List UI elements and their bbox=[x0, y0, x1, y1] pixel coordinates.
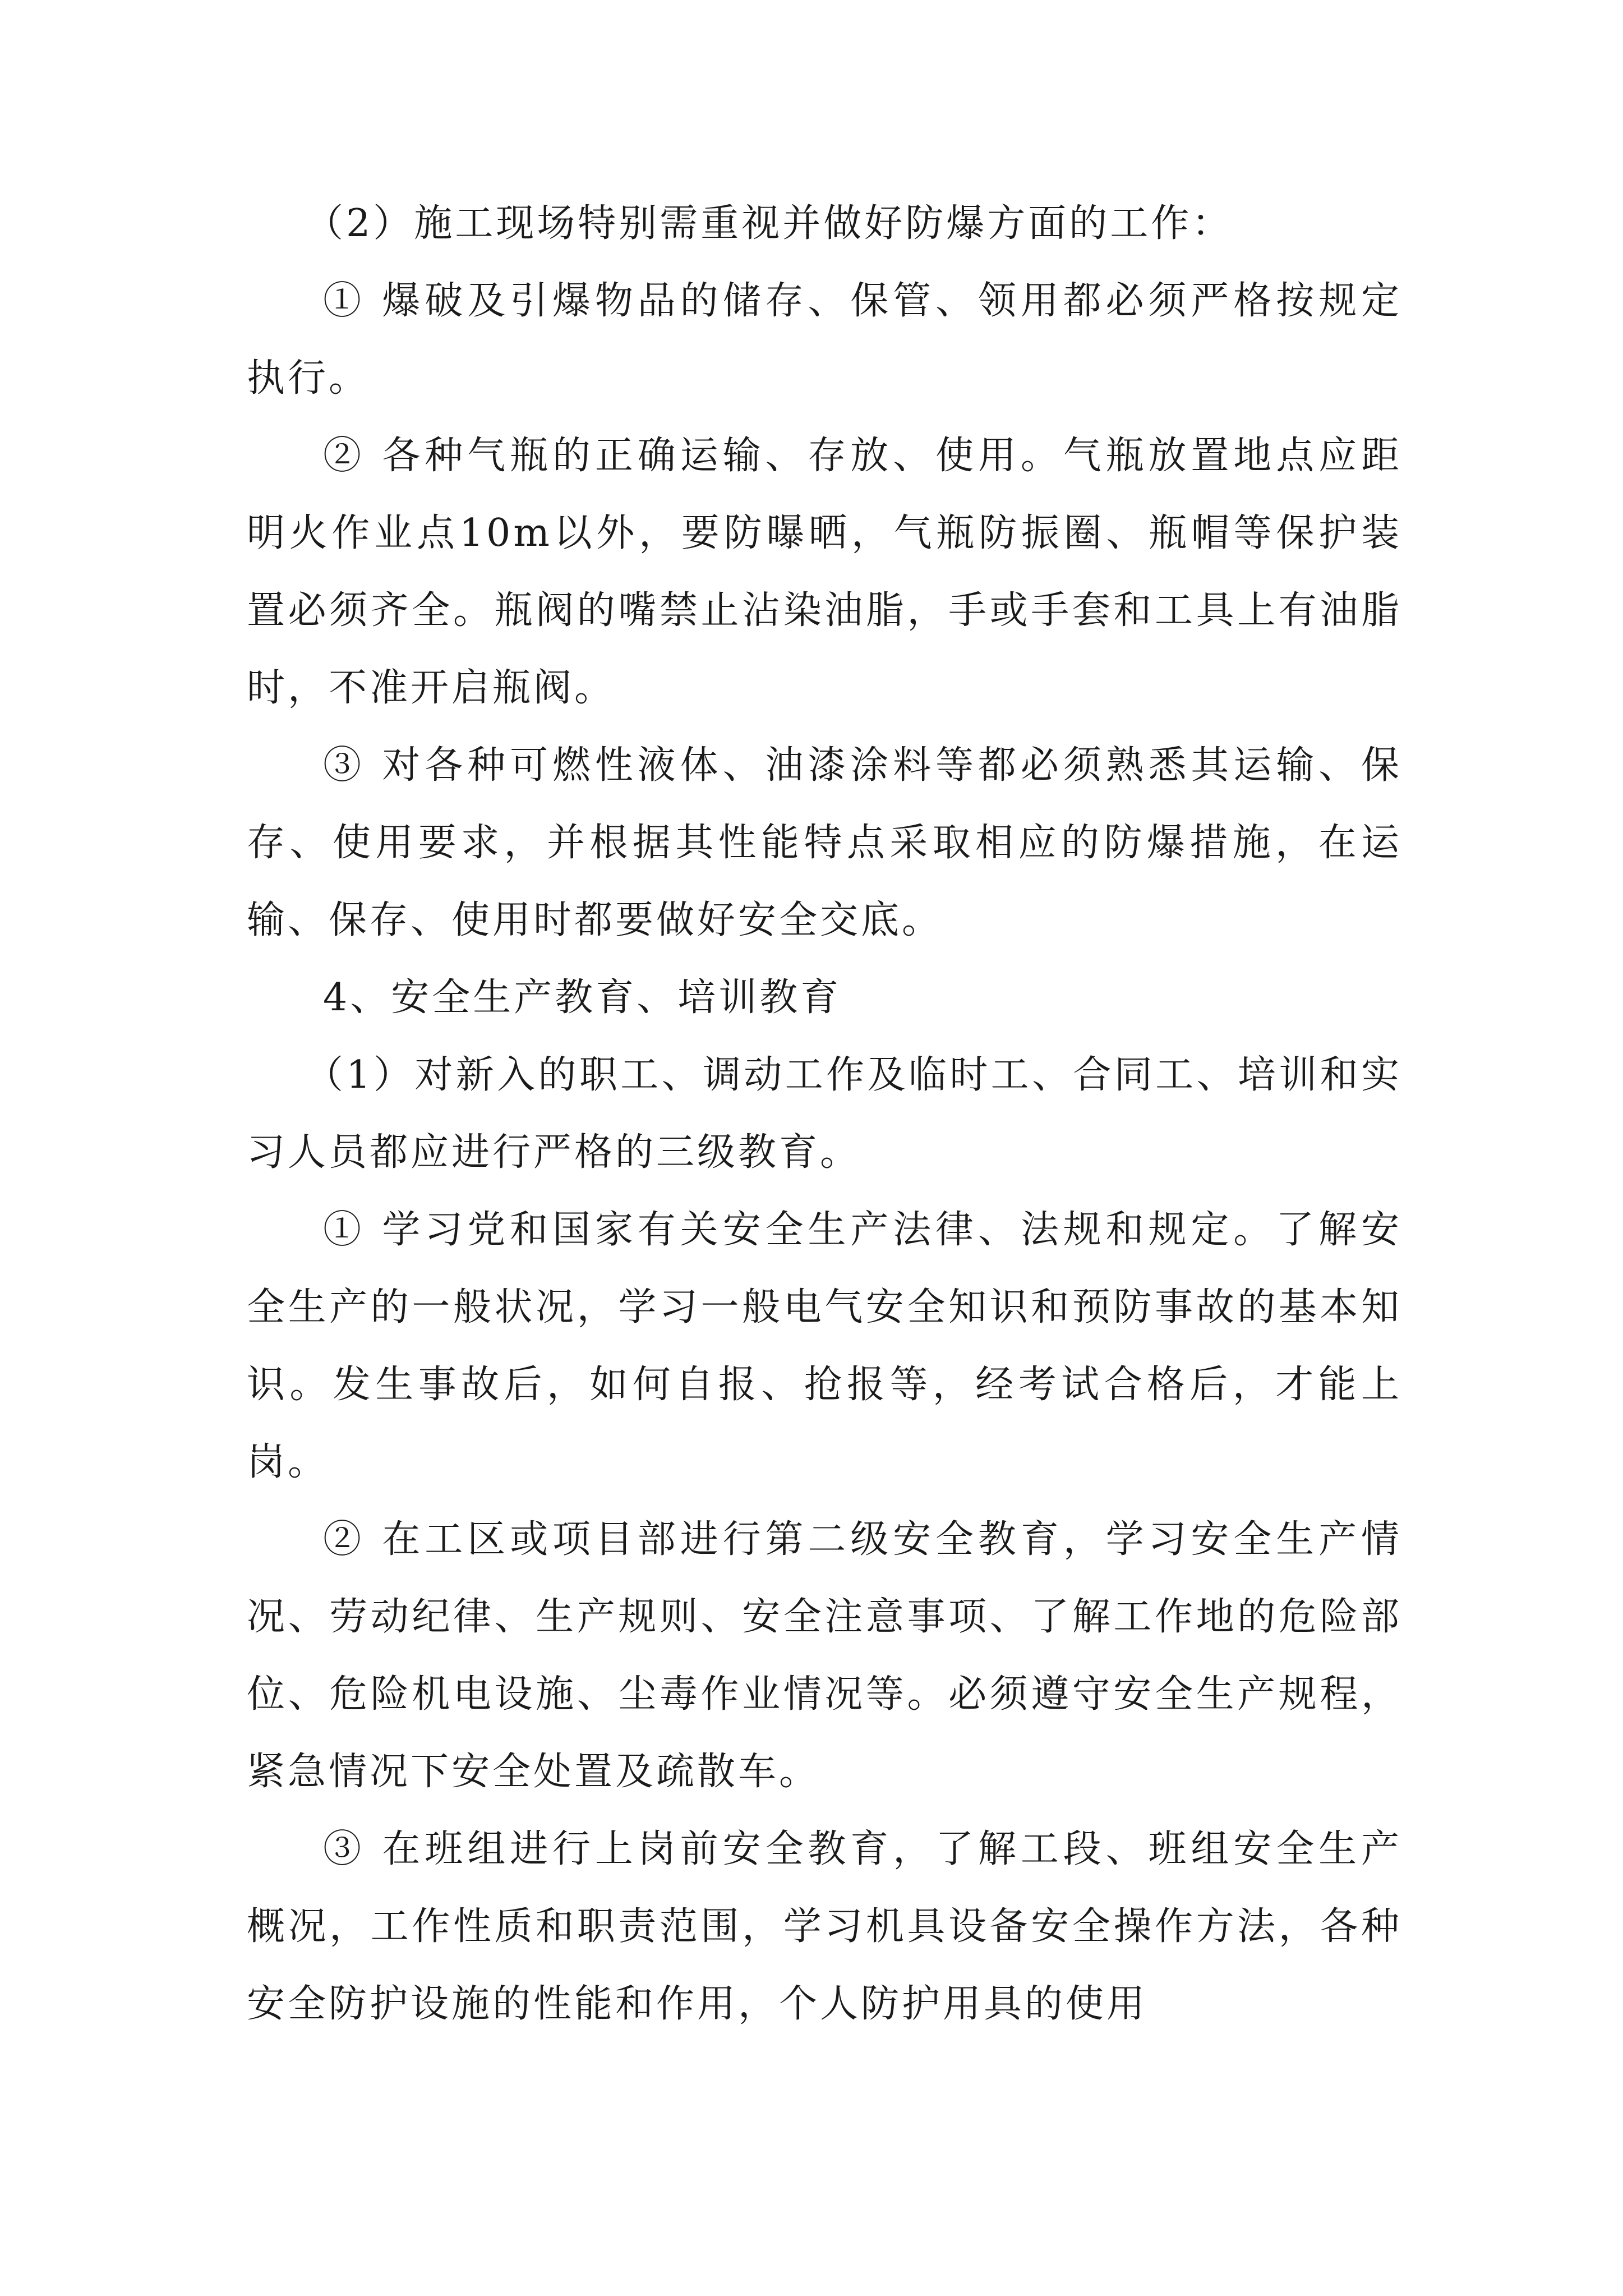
paragraph-flammable-liquids: ③ 对各种可燃性液体、油漆涂料等都必须熟悉其运输、保存、使用要求，并根据其性能特点采取相应的防爆措施，在运输、保存、使用时都要做好安全交底。 bbox=[247, 743, 1402, 942]
paragraph-three-level-education: （1）对新入的职工、调动工作及临时工、合同工、培训和实习人员都应进行严格的三级教育。 bbox=[247, 1053, 1402, 1175]
paragraph-third-level-education: ③ 在班组进行上岗前安全教育，了解工段、班组安全生产概况，工作性质和职责范围，学习机具设备安全操作方法，各种安全防护设施的性能和作用，个人防护用具的使用 bbox=[247, 1827, 1402, 2026]
paragraph-gas-cylinders: ② 各种气瓶的正确运输、存放、使用。气瓶放置地点应距明火作业点10m以外，要防曝晒，气瓶防振圈、瓶帽等保护装置必须齐全。瓶阀的嘴禁止沾染油脂，手或手套和工具上有油脂时，不准开启瓶阀。 bbox=[247, 434, 1402, 710]
paragraph-explosives-storage: ① 爆破及引爆物品的储存、保管、领用都必须严格按规定执行。 bbox=[247, 279, 1402, 401]
section-heading-safety-education: 4、安全生产教育、培训教育 bbox=[323, 976, 842, 1020]
paragraph-explosion-prevention-heading: （2）施工现场特别需重视并做好防爆方面的工作： bbox=[305, 201, 1233, 246]
paragraph-first-level-education: ① 学习党和国家有关安全生产法律、法规和规定。了解安全生产的一般状况，学习一般电气安全知识和预防事故的基本知识。发生事故后，如何自报、抢报等，经考试合格后，才能上岗。 bbox=[247, 1208, 1402, 1484]
paragraph-second-level-education: ② 在工区或项目部进行第二级安全教育，学习安全生产情况、劳动纪律、生产规则、安全注意事项、了解工作地的危险部位、危险机电设施、尘毒作业情况等。必须遵守安全生产规程，紧急情况下安全处置及疏散车。 bbox=[247, 1517, 1402, 1794]
document-body bbox=[247, 185, 1402, 2043]
